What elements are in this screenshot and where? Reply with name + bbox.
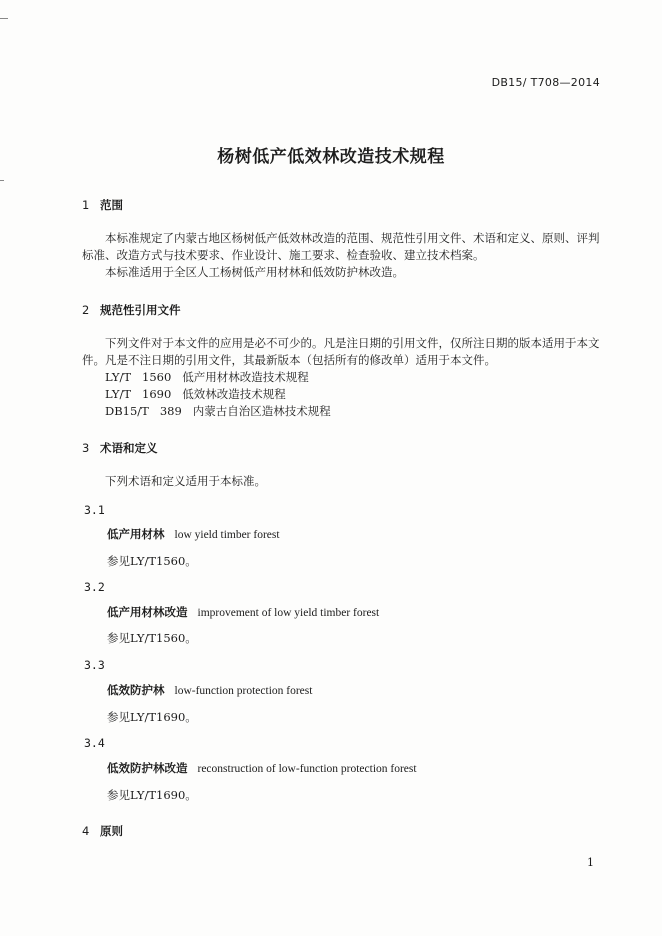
term-entry xyxy=(107,760,417,776)
term-number: 3.1 xyxy=(84,503,105,517)
section-heading-2 xyxy=(82,302,181,318)
term-english: low yield timber forest xyxy=(174,529,280,541)
section-heading-4 xyxy=(82,823,123,839)
term-english: improvement of low yield timber forest xyxy=(197,607,380,619)
scan-edge-mark xyxy=(0,180,4,181)
document-title: 杨树低产低效林改造技术规程 xyxy=(217,147,445,167)
terms-intro: 下列术语和定义适用于本标准。 xyxy=(105,474,266,488)
term-number: 3.4 xyxy=(84,736,105,750)
term-reference: 参见LY/T1690。 xyxy=(107,710,197,724)
page-number: 1 xyxy=(587,856,594,869)
section-number: 3 xyxy=(82,441,90,455)
reference-item: DB15/T 389 内蒙古自治区造林技术规程 xyxy=(105,404,331,418)
section-title: 范围 xyxy=(100,198,123,212)
section-title: 术语和定义 xyxy=(100,441,158,455)
section-number: 2 xyxy=(82,303,90,317)
term-english: low-function protection forest xyxy=(174,685,313,697)
section-number: 4 xyxy=(82,824,90,838)
reference-item: LY/T 1690 低效林改造技术规程 xyxy=(105,387,286,401)
term-chinese: 低效防护林 xyxy=(107,683,165,697)
scan-edge-mark xyxy=(0,18,8,19)
scope-paragraph: 本标准规定了内蒙古地区杨树低产低效林改造的范围、规范性引用文件、术语和定义、原则、评判标准、改造方式与技术要求、作业设计、施工要求、检查验收、建立技术档案。 xyxy=(82,231,600,262)
section-number: 1 xyxy=(82,198,90,212)
term-entry xyxy=(107,604,379,620)
standard-code: DB15/ T708—2014 xyxy=(491,76,600,89)
term-chinese: 低产用材林 xyxy=(107,527,165,541)
term-reference: 参见LY/T1560。 xyxy=(107,631,197,645)
section-title: 原则 xyxy=(100,824,123,838)
normative-references-intro: 下列文件对于本文件的应用是必不可少的。凡是注日期的引用文件，仅所注日期的版本适用于本文件。凡是不注日期的引用文件，其最新版本（包括所有的修改单）适用于本文件。 xyxy=(82,336,600,367)
term-english: reconstruction of low-function protection forest xyxy=(197,763,417,775)
term-chinese: 低产用材林改造 xyxy=(107,605,188,619)
term-reference: 参见LY/T1690。 xyxy=(107,788,197,802)
term-entry xyxy=(107,682,312,698)
reference-item: LY/T 1560 低产用材林改造技术规程 xyxy=(105,370,309,384)
term-chinese: 低效防护林改造 xyxy=(107,761,188,775)
section-title: 规范性引用文件 xyxy=(100,303,181,317)
scope-paragraph: 本标准适用于全区人工杨树低产用材林和低效防护林改造。 xyxy=(105,265,404,279)
section-heading-1 xyxy=(82,197,123,213)
term-number: 3.3 xyxy=(84,658,105,672)
section-heading-3 xyxy=(82,440,158,456)
term-number: 3.2 xyxy=(84,580,105,594)
term-reference: 参见LY/T1560。 xyxy=(107,554,197,568)
term-entry xyxy=(107,526,280,542)
